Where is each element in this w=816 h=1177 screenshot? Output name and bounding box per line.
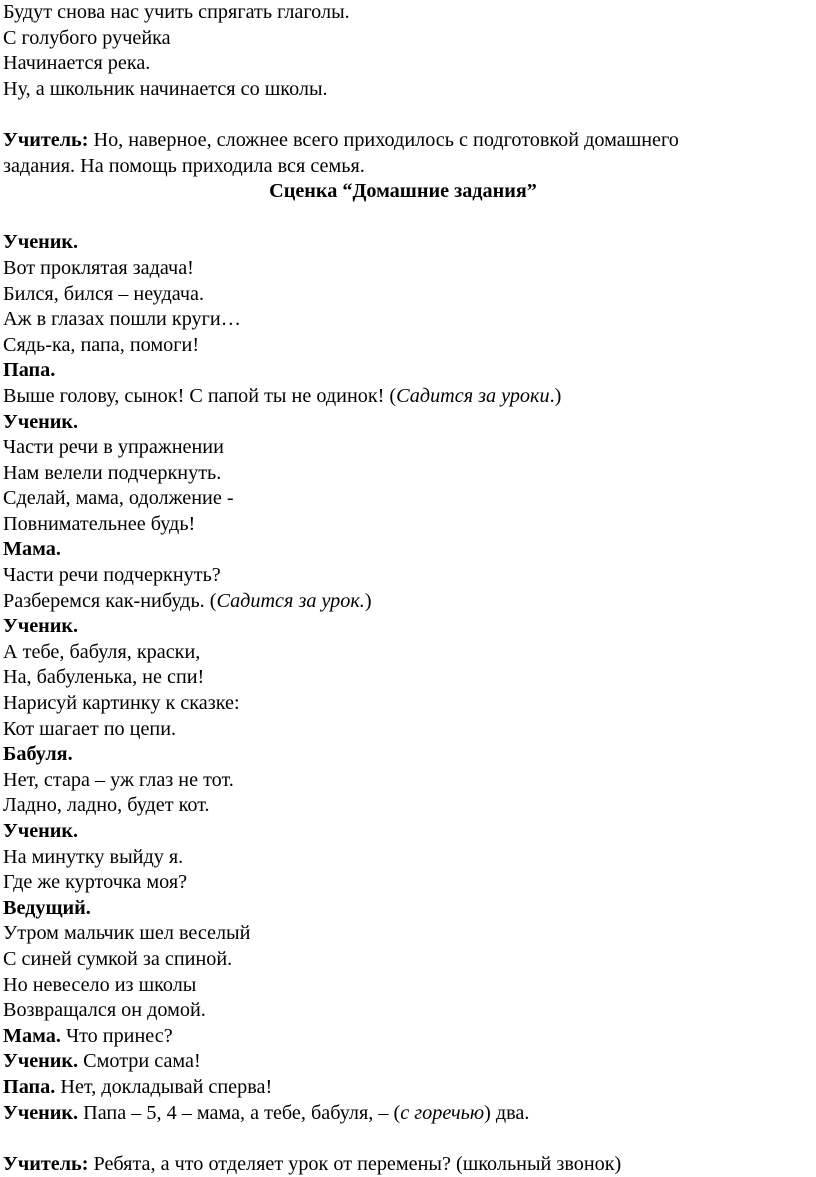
dialog-text: ) два. — [484, 1101, 530, 1124]
dialog-text: Что принес? — [60, 1024, 173, 1047]
verse-line: Аж в глазах пошли круги… — [3, 308, 241, 331]
speaker-label — [3, 614, 803, 640]
verse-line: На минутку выйду я. — [3, 845, 184, 868]
verse-line — [3, 589, 803, 615]
dialog-line — [3, 1049, 803, 1075]
verse-line: Ладно, ладно, будет кот. — [3, 794, 210, 817]
speaker-name: Папа. — [3, 359, 56, 382]
stage-direction: Садится за уроки — [396, 384, 550, 407]
spacer — [3, 1126, 803, 1152]
speaker-label — [3, 358, 803, 384]
scene-title-text: Сценка “Домашние задания” — [269, 180, 537, 203]
verse-line: А тебе, бабуля, краски, — [3, 640, 201, 663]
dialog-line — [3, 1075, 803, 1101]
verse-line: Вот проклятая задача! — [3, 256, 194, 279]
speaker-name: Ученик. — [3, 231, 79, 254]
speaker-name: Ученик. — [3, 1050, 79, 1073]
speaker-name: Ведущий. — [3, 896, 91, 919]
teacher-text: Ребята, а что отделяет урок от перемены? (школьный звонок) — [88, 1152, 622, 1175]
verse-line: Где же курточка моя? — [3, 871, 188, 894]
verse-text: Выше голову, сынок! С папой ты не одинок! ( — [3, 384, 397, 407]
teacher-paragraph-line-1 — [3, 128, 803, 154]
teacher-speaker: Учитель: — [3, 128, 89, 151]
verse-line: Нет, стара – уж глаз не тот. — [3, 768, 234, 791]
verse-line: Нам велели подчеркнуть. — [3, 461, 222, 484]
speaker-name: Бабуля. — [3, 743, 73, 766]
stage-direction: Садится за урок. — [216, 589, 365, 612]
speaker-label — [3, 230, 803, 256]
speaker-label — [3, 819, 803, 845]
scene-title — [3, 179, 803, 205]
document-page — [3, 0, 803, 1177]
verse-line: С синей сумкой за спиной. — [3, 947, 233, 970]
verse-line: Бился, бился – неудача. — [3, 282, 205, 305]
teacher-closing-line — [3, 1152, 803, 1177]
speaker-name: Мама. — [3, 538, 61, 561]
verse-line: Сделай, мама, одолжение - — [3, 487, 234, 510]
intro-line-4: Ну, а школьник начинается со школы. — [3, 77, 328, 100]
verse-line: Утром мальчик шел веселый — [3, 922, 251, 945]
teacher-text: Но, наверное, сложнее всего приходилось с подготовкой домашнего — [88, 128, 679, 151]
verse-text: .) — [549, 384, 562, 407]
verse-line: Но невесело из школы — [3, 973, 197, 996]
intro-line-1: Будут снова нас учить спрягать глаголы. — [3, 1, 350, 23]
stage-direction: с горечью — [400, 1101, 485, 1124]
speaker-name: Ученик. — [3, 1101, 79, 1124]
speaker-label — [3, 537, 803, 563]
speaker-name: Мама. — [3, 1024, 61, 1047]
dialog-text: Папа – 5, 4 – мама, а тебе, бабуля, – ( — [78, 1101, 401, 1124]
verse-line: Части речи подчеркнуть? — [3, 564, 221, 587]
speaker-label — [3, 410, 803, 436]
teacher-paragraph-line-2: задания. На помощь приходила вся семья. — [3, 154, 365, 177]
speaker-name: Ученик. — [3, 410, 79, 433]
verse-text: ) — [364, 589, 372, 612]
verse-line: Нарисуй картинку к сказке: — [3, 692, 240, 715]
teacher-speaker: Учитель: — [3, 1152, 89, 1175]
spacer — [3, 205, 803, 231]
speaker-name: Ученик. — [3, 615, 79, 638]
intro-line-2: С голубого ручейка — [3, 26, 171, 49]
speaker-label — [3, 742, 803, 768]
verse-line: Части речи в упражнении — [3, 436, 224, 459]
verse-line: Сядь-ка, папа, помоги! — [3, 333, 200, 356]
verse-text: Разберемся как-нибудь. ( — [3, 589, 217, 612]
verse-line: На, бабуленька, не спи! — [3, 666, 205, 689]
spacer — [3, 102, 803, 128]
speaker-name: Ученик. — [3, 820, 79, 842]
intro-line-3: Начинается река. — [3, 52, 151, 75]
speaker-label — [3, 896, 803, 922]
dialog-line — [3, 1101, 803, 1127]
verse-line: Возвращался он домой. — [3, 999, 206, 1022]
verse-line — [3, 384, 803, 410]
dialog-text: Нет, докладывай сперва! — [55, 1075, 273, 1098]
verse-line: Повнимательнее будь! — [3, 512, 196, 535]
dialog-text: Смотри сама! — [78, 1050, 201, 1073]
verse-line: Кот шагает по цепи. — [3, 717, 177, 740]
dialog-line — [3, 1024, 803, 1050]
speaker-name: Папа. — [3, 1075, 56, 1098]
